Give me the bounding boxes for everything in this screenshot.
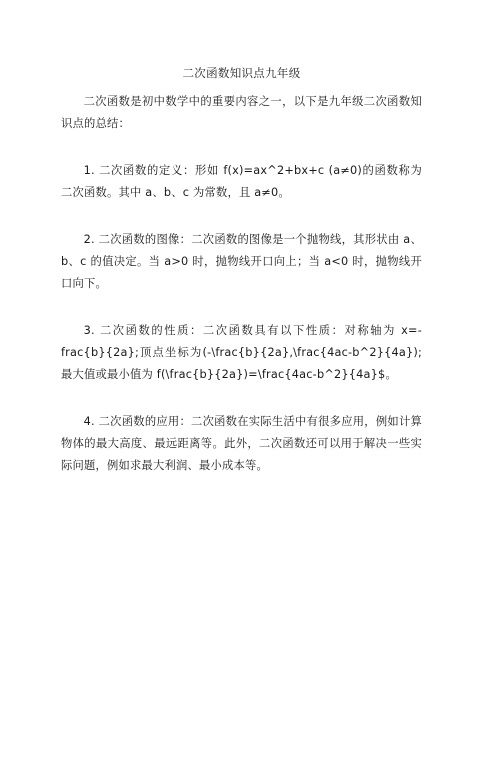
document-title: 二次函数知识点九年级 <box>182 66 301 80</box>
point-definition: 1. 二次函数的定义：形如 f(x)=ax^2+bx+c (a≠0)的函数称为二次函数。其中 a、b、c 为常数，且 a≠0。 <box>61 164 422 199</box>
intro-paragraph: 二次函数是初中数学中的重要内容之一，以下是九年级二次函数知识点的总结： <box>61 95 422 130</box>
point-graph: 2. 二次函数的图像：二次函数的图像是一个抛物线，其形状由 a、b、c 的值决定。当 a>0 时，抛物线开口向上；当 a<0 时，抛物线开口向下。 <box>61 233 422 290</box>
point-applications: 4. 二次函数的应用：二次函数在实际生活中有很多应用，例如计算物体的最大高度、最远距离等。此外，二次函数还可以用于解决一些实际问题，例如求最大利润、最小成本等。 <box>61 415 422 472</box>
point-properties: 3. 二次函数的性质：二次函数具有以下性质：对称轴为 x=-frac{b}{2a};顶点坐标为(-\frac{b}{2a},\frac{4ac-b^2}{4a});最大值或最小值为 f(\frac{b}{2a})=\frac{4ac-b^2}{4a}$。 <box>61 324 422 381</box>
document-page <box>0 63 496 765</box>
